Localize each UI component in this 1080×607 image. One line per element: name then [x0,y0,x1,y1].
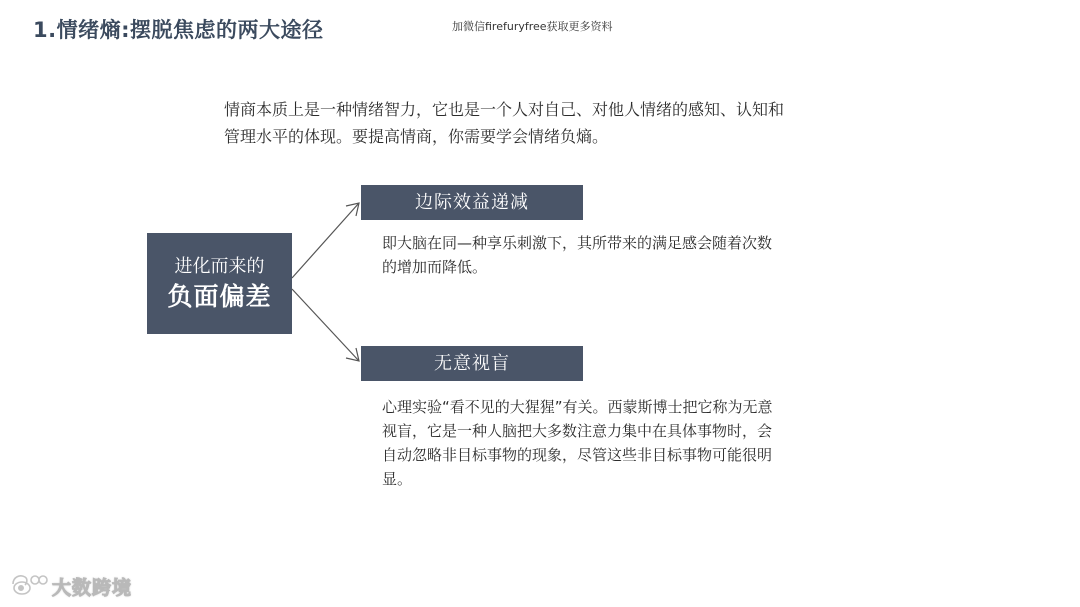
main-concept-box [147,233,292,334]
branch-description-inattentional-blindness [382,395,773,491]
main-concept-line2: 负面偏差 [167,281,272,311]
sina-weibo-logo-icon [10,571,48,601]
watermark-text: 加微信firefuryfree获取更多资料 [452,20,613,33]
description-line: 的增加而降低。 [382,258,488,276]
intro-line: 管理水平的体现。要提高情商，你需要学会情绪负熵。 [224,127,609,146]
slide-title: 1.情绪熵:摆脱焦虑的两大途径 [33,18,324,42]
arrow-to-branch-1 [292,203,359,278]
description-line: 即大脑在同—种享乐刺激下，其所带来的满足感会随着次数 [382,234,773,252]
description-line: 视盲，它是一种人脑把大多数注意力集中在具体事物时，会 [382,422,773,440]
description-line: 心理实验“看不见的大猩猩”有关。西蒙斯博士把它称为无意 [382,398,773,416]
branch-description-marginal-utility [382,231,772,279]
branch-label-inattentional-blindness: 无意视盲 [361,346,583,381]
footer-logo [10,571,132,601]
intro-line: 情商本质上是一种情绪智力，它也是一个人对自己、对他人情绪的感知、认知和 [224,100,785,119]
description-line: 显。 [382,470,413,488]
description-line: 自动忽略非目标事物的现象，尽管这些非目标事物可能很明 [382,446,773,464]
footer-logo-text: 大数跨境 [52,576,133,599]
main-concept-line1: 进化而来的 [174,255,265,277]
branch-label-marginal-utility: 边际效益递减 [361,185,583,220]
arrow-to-branch-2 [292,289,359,361]
